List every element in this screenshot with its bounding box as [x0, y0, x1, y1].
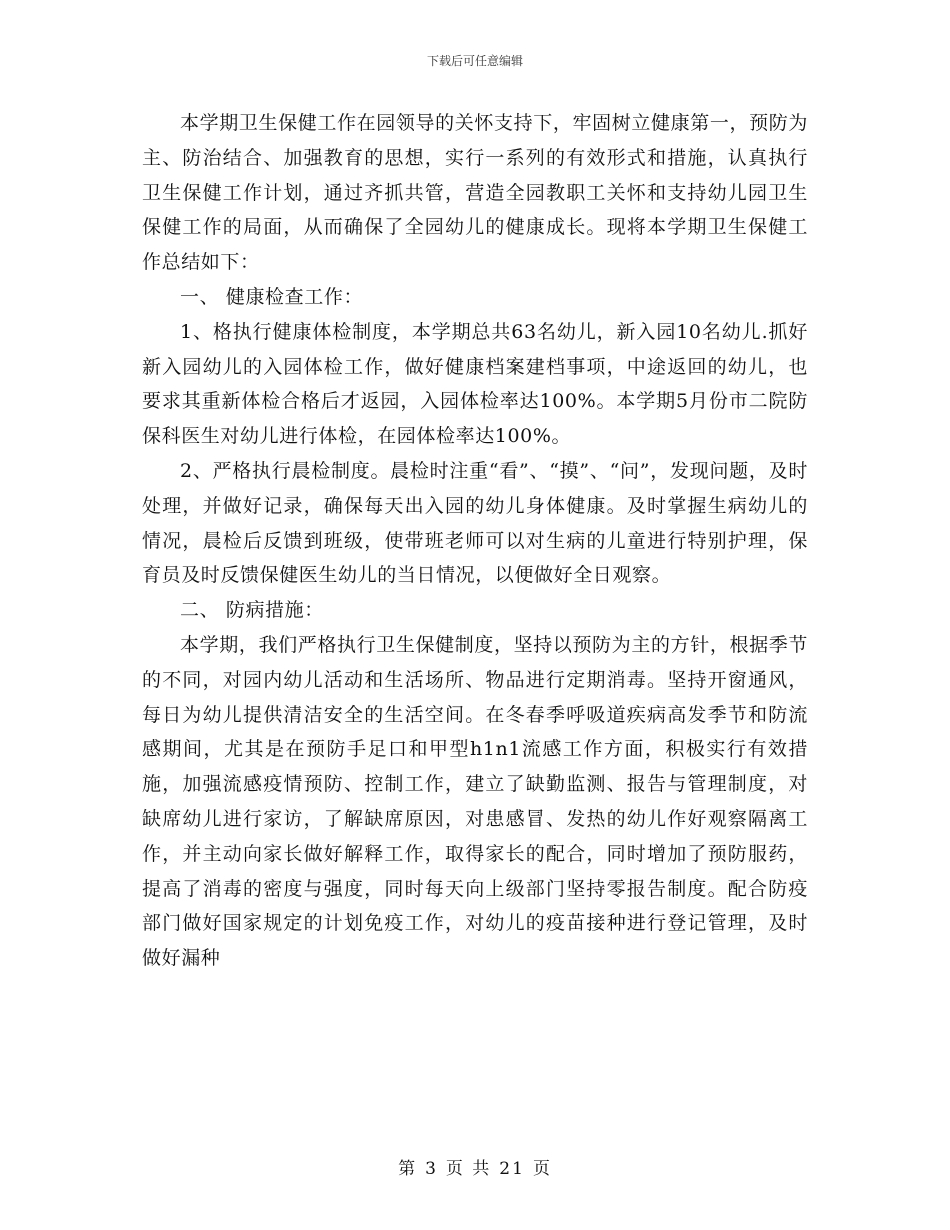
paragraph-intro: 本学期卫生保健工作在园领导的关怀支持下，牢固树立健康第一，预防为主、防治结合、加强教育的思想，实行一系列的有效形式和措施，认真执行卫生保健工作计划，通过齐抓共管，营造全园教职工关怀和支持幼儿园卫生保健工作的局面，从而确保了全园幼儿的健康成长。现将本学期卫生保健工作总结如下：	[142, 112, 808, 274]
paragraph-item-2: 2、严格执行晨检制度。晨检时注重“看”、“摸”、“问”，发现问题，及时处理，并做好记录，确保每天出入园的幼儿身体健康。及时掌握生病幼儿的情况，晨检后反馈到班级，使带班老师可以对生病的儿童进行特别护理，保育员及时反馈保健医生幼儿的当日情况，以便做好全日观察。	[142, 459, 808, 587]
document-body	[142, 106, 808, 976]
paragraph-item-1: 1、格执行健康体检制度，本学期总共63名幼儿，新入园10名幼儿.抓好新入园幼儿的入园体检工作，做好健康档案建档事项，中途返回的幼儿，也要求其重新体检合格后才返园，入园体检率达100%。本学期5月份市二院防保科医生对幼儿进行体检，在园体检率达100%。	[142, 320, 808, 448]
section-heading-prevention: 二、 防病措施：	[180, 599, 324, 622]
footer-middle: 页 共	[445, 1159, 492, 1179]
footer-suffix: 页	[532, 1159, 552, 1179]
paragraph-prevention: 本学期，我们严格执行卫生保健制度，坚持以预防为主的方针，根据季节的不同，对园内幼儿活动和生活场所、物品进行定期消毒。坚持开窗通风，每日为幼儿提供清洁安全的生活空间。在冬春季呼吸道疾病高发季节和防流感期间，尤其是在预防手足口和甲型h1n1流感工作方面，积极实行有效措施，加强流感疫情预防、控制工作，建立了缺勤监测、报告与管理制度，对缺席幼儿进行家访，了解缺席原因，对患感冒、发热的幼儿作好观察隔离工作，并主动向家长做好解释工作，取得家长的配合，同时增加了预防服药，提高了消毒的密度与强度，同时每天向上级部门坚持零报告制度。配合防疫部门做好国家规定的计划免疫工作，对幼儿的疫苗接种进行登记管理，及时做好漏种	[142, 633, 808, 970]
footer-current-page: 3	[425, 1159, 438, 1179]
footer-total-pages: 21	[499, 1159, 525, 1179]
footer-prefix: 第	[398, 1159, 418, 1179]
section-heading-health-check: 一、 健康检查工作：	[180, 285, 364, 308]
page-header: 下载后可任意编辑	[426, 54, 523, 68]
page-footer	[0, 1154, 950, 1179]
